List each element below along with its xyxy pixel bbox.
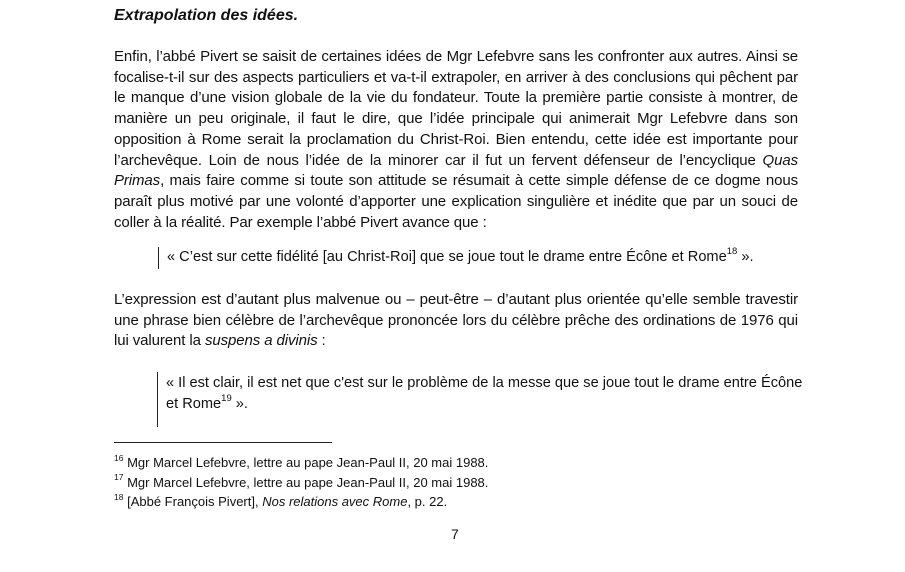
footnote-16-text: Mgr Marcel Lefebvre, lettre au pape Jean-Paul II, 20 mai 1988. <box>127 455 489 470</box>
section-heading: Extrapolation des idées. <box>114 7 299 24</box>
paragraph-2 <box>114 290 798 352</box>
footnote-separator <box>114 442 332 443</box>
quote-2-content <box>166 372 806 414</box>
footnote-16 <box>114 453 488 473</box>
paragraph-1-text: Enfin, l’abbé Pivert se saisit de certaines idées de Mgr Lefebvre sans les confronter aux autres. Ainsi se focalise-t-il sur des aspects particuliers et va-t-il extrapoler, en arriver à des conclusions qui pêchent par le manque d’une vision globale de la vie du fondateur. Toute la première partie consiste à montrer, de manière un peu originale, il faut le dire, que l’idée principale qui animerait Mgr Lefebvre dans son opposition à Rome serait la proclamation du Christ-Roi. Bien entendu, cette idée est importante pour l’archevêque. Loin de nous l’idée de la minorer car il fut un fervent défenseur de l’encyclique <box>114 48 798 169</box>
page-number: 7 <box>451 526 459 542</box>
block-quote-1 <box>158 247 754 269</box>
quote-1-footnote-ref[interactable]: 18 <box>726 246 738 258</box>
footnotes <box>114 453 488 512</box>
footnote-17-number: 17 <box>114 472 124 483</box>
block-quote-2 <box>157 372 806 427</box>
paragraph-2-text: L’expression est d’autant plus malvenue ou – peut-être – d’autant plus orientée qu’elle semble travestir une phrase bien célèbre de l’archevêque prononcée lors du célèbre prêche des ordinations de 1976 qui lui valurent la <box>114 291 798 350</box>
paragraph-1-italic: Quas Primas <box>114 151 798 190</box>
paragraph-1-text-end: , mais faire comme si toute son attitude se résumait à cette simple défense de ce dogme nous paraît plus motivé par une volonté d’apporter une explication singulière et inédite que par un souci de coller à la réalité. Par exemple l’abbé Pivert avance que : <box>114 172 798 231</box>
footnote-18-text-end: , p. 22. <box>407 494 448 509</box>
paragraph-2-text-end: : <box>317 332 326 350</box>
footnote-16-number: 16 <box>114 452 124 463</box>
footnote-17-text: Mgr Marcel Lefebvre, lettre au pape Jean-Paul II, 20 mai 1988. <box>127 474 489 490</box>
quote-1-end: ». <box>737 249 754 265</box>
paragraph-1 <box>114 47 798 233</box>
footnote-18-text: [Abbé François Pivert], <box>127 494 263 509</box>
footnote-18 <box>114 492 488 512</box>
quote-2-end: ». <box>231 395 248 412</box>
quote-2-text: « Il est clair, il est net que c'est sur le problème de la messe que se joue tout le drame entre Écône et Rome <box>166 375 803 412</box>
quote-1-text: « C’est sur cette fidélité [au Christ-Roi] que se joue tout le drame entre Écône et Rome <box>167 249 727 265</box>
quote-2-footnote-ref[interactable]: 19 <box>221 392 232 404</box>
paragraph-2-italic: suspens a divinis <box>204 332 318 350</box>
footnote-18-number: 18 <box>114 491 124 502</box>
footnote-18-title: Nos relations avec Rome <box>262 494 408 509</box>
footnote-17 <box>114 473 488 493</box>
